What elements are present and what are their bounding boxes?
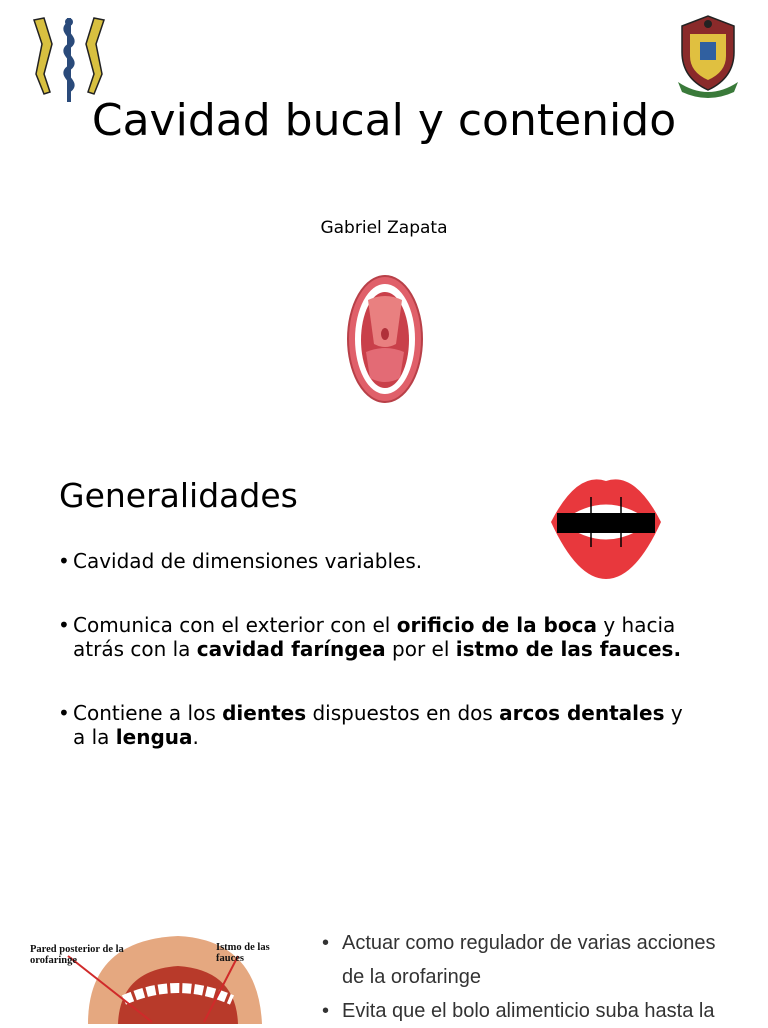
function-bullet: • Actuar como regulador de varias acciones de la orofaringe (322, 926, 742, 994)
oropharynx-diagram (28, 930, 278, 1024)
bullet-text: por el (385, 637, 456, 661)
bold-term: cavidad faríngea (196, 637, 386, 661)
bullet-text: y hacia atrás con la (73, 613, 676, 661)
bullet-text: y a la (73, 701, 683, 749)
function-list (322, 926, 742, 1028)
bullet-text: Cavidad de dimensiones variables. (73, 549, 423, 573)
bullet-item (58, 549, 698, 573)
bold-term: istmo de las fauces. (455, 637, 682, 661)
bold-term: lengua (115, 725, 193, 749)
label-isthmus: Istmo de las fauces (216, 942, 270, 964)
medical-caduceus-logo (30, 14, 108, 106)
bullet-text: Contiene a los (73, 701, 223, 725)
bullet-text: Comunica con el exterior con el (73, 613, 397, 637)
university-coat-of-arms (672, 12, 744, 98)
author-name: Gabriel Zapata (320, 218, 448, 238)
bullet-text: . (192, 725, 199, 749)
bullet-item (58, 613, 698, 661)
generalidades-list (58, 549, 698, 789)
label-posterior-wall: Pared posterior de la orofaringe (30, 944, 124, 966)
function-bullet: • Evita que el bolo alimenticio suba hasta la (322, 994, 742, 1028)
bold-term: dientes (222, 701, 307, 725)
bold-term: arcos dentales (499, 701, 665, 725)
open-mouth-illustration (346, 274, 424, 404)
title-slide (0, 0, 768, 430)
slide-title: Cavidad bucal y contenido (91, 95, 677, 146)
section-heading: Generalidades (59, 476, 298, 515)
bullet-text: dispuestos en dos (306, 701, 500, 725)
bullet-item (58, 701, 698, 749)
bold-term: orificio de la boca (396, 613, 597, 637)
